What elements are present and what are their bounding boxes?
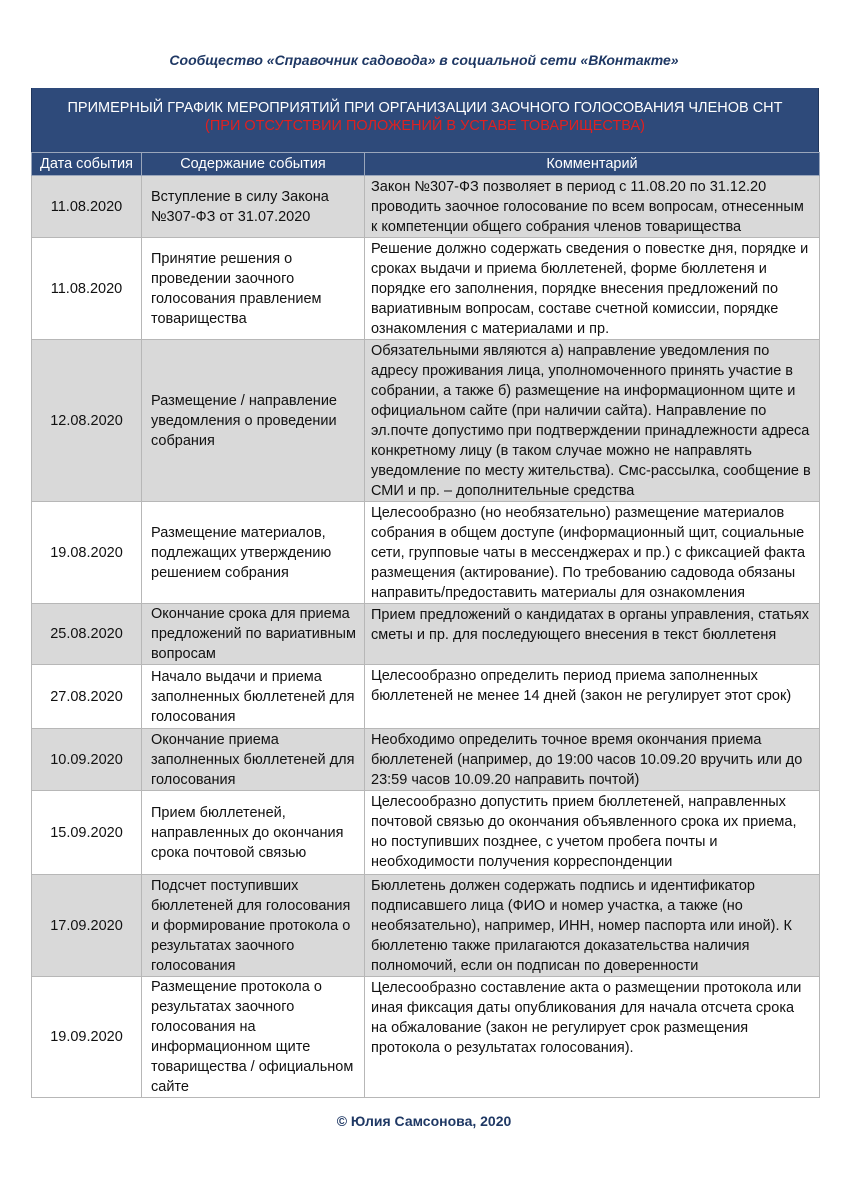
- row-event: Принятие решения о проведении заочного голосования правлением товарищества: [142, 238, 365, 340]
- row-comment: Обязательными являются а) направление уведомления по адресу проживания лица, уполномоченного принять участие в собрании, а также б) размещение на информационном щите и официальном сайте (при наличии сайта). Направление по эл.почте допустимо при подтверждении принадлежности адреса конкретному лицу (в таком случае можно не направлять уведомление по месту жительства). Смс-рассылка, сообщение в СМИ и пр. – дополнительные средства: [365, 340, 820, 502]
- row-date: 15.09.2020: [32, 791, 142, 875]
- table-row: [32, 176, 820, 238]
- row-event: Размещение / направление уведомления о проведении собрания: [142, 340, 365, 502]
- table-row: [32, 340, 820, 502]
- table-row: [32, 238, 820, 340]
- row-comment: Целесообразно составление акта о размещении протокола или иная фиксация даты опубликования для начала отсчета срока на обжалование (закон не регулирует срок размещения протокола о результатах голосования).: [365, 977, 820, 1098]
- row-comment: Решение должно содержать сведения о повестке дня, порядке и сроках выдачи и приема бюллетеней, форме бюллетеня и порядке его заполнения, порядке внесения предложений по вариативным вопросам, составе счетной комиссии, порядке ознакомления с материалами и пр.: [365, 238, 820, 340]
- table-subtitle: (ПРИ ОТСУТСТВИИ ПОЛОЖЕНИЙ В УСТАВЕ ТОВАРИЩЕСТВА): [205, 118, 645, 134]
- table-row: [32, 729, 820, 791]
- row-comment: Бюллетень должен содержать подпись и идентификатор подписавшего лица (ФИО и номер участка, а также (но необязательно), например, ИНН, номер паспорта или иной). К бюллетеню также прилагаются доказательства наличия полномочий, если он подписан по доверенности: [365, 875, 820, 977]
- column-header-date: Дата события: [32, 153, 142, 176]
- table-title-band: [31, 88, 819, 152]
- table-row: [32, 977, 820, 1098]
- table-row: [32, 502, 820, 604]
- schedule-table: [31, 152, 820, 1098]
- row-event: Размещение материалов, подлежащих утверждению решением собрания: [142, 502, 365, 604]
- row-event: Прием бюллетеней, направленных до окончания срока почтовой связью: [142, 791, 365, 875]
- row-comment: Целесообразно допустить прием бюллетеней, направленных почтовой связью до окончания объявленного срока их приема, но поступивших позднее, с учетом пробега почты и необходимости получения корреспонденции: [365, 791, 820, 875]
- table-row: [32, 665, 820, 729]
- row-date: 11.08.2020: [32, 176, 142, 238]
- row-date: 19.08.2020: [32, 502, 142, 604]
- row-comment: Целесообразно определить период приема заполненных бюллетеней не менее 14 дней (закон не регулирует этот срок): [365, 665, 820, 729]
- row-event: Подсчет поступивших бюллетеней для голосования и формирование протокола о результатах заочного голосования: [142, 875, 365, 977]
- schedule-table-container: [31, 88, 819, 1098]
- row-event: Окончание срока для приема предложений по вариативным вопросам: [142, 604, 365, 665]
- table-header-row: [32, 153, 820, 176]
- row-date: 12.08.2020: [32, 340, 142, 502]
- row-date: 27.08.2020: [32, 665, 142, 729]
- row-date: 11.08.2020: [32, 238, 142, 340]
- row-event: Окончание приема заполненных бюллетеней для голосования: [142, 729, 365, 791]
- row-comment: Прием предложений о кандидатах в органы управления, статьях сметы и пр. для последующего внесения в текст бюллетеня: [365, 604, 820, 665]
- table-row: [32, 875, 820, 977]
- copyright-footer: © Юлия Самсонова, 2020: [336, 1113, 512, 1129]
- column-header-comment: Комментарий: [365, 153, 820, 176]
- row-event: Размещение протокола о результатах заочного голосования на информационном щите товарищества / официальном сайте: [142, 977, 365, 1098]
- table-row: [32, 791, 820, 875]
- row-comment: Целесообразно (но необязательно) размещение материалов собрания в общем доступе (информационный щит, социальные сети, групповые чаты в мессенджерах и пр.) с фиксацией факта размещения (актирование). По требованию садовода обязаны направить/предоставить материалы для ознакомления: [365, 502, 820, 604]
- row-event: Вступление в силу Закона №307-ФЗ от 31.07.2020: [142, 176, 365, 238]
- row-date: 10.09.2020: [32, 729, 142, 791]
- row-date: 17.09.2020: [32, 875, 142, 977]
- table-row: [32, 604, 820, 665]
- column-header-event: Содержание события: [142, 153, 365, 176]
- row-comment: Закон №307-ФЗ позволяет в период с 11.08.20 по 31.12.20 проводить заочное голосование по всем вопросам, отнесенным к компетенции общего собрания членов товарищества: [365, 176, 820, 238]
- row-comment: Необходимо определить точное время окончания приема бюллетеней (например, до 19:00 часов 10.09.20 вручить или до 23:59 часов 10.09.20 направить почтой): [365, 729, 820, 791]
- community-caption: Сообщество «Справочник садовода» в социальной сети «ВКонтакте»: [169, 52, 679, 68]
- row-event: Начало выдачи и приема заполненных бюллетеней для голосования: [142, 665, 365, 729]
- row-date: 25.08.2020: [32, 604, 142, 665]
- row-date: 19.09.2020: [32, 977, 142, 1098]
- table-title: ПРИМЕРНЫЙ ГРАФИК МЕРОПРИЯТИЙ ПРИ ОРГАНИЗАЦИИ ЗАОЧНОГО ГОЛОСОВАНИЯ ЧЛЕНОВ СНТ: [67, 100, 783, 116]
